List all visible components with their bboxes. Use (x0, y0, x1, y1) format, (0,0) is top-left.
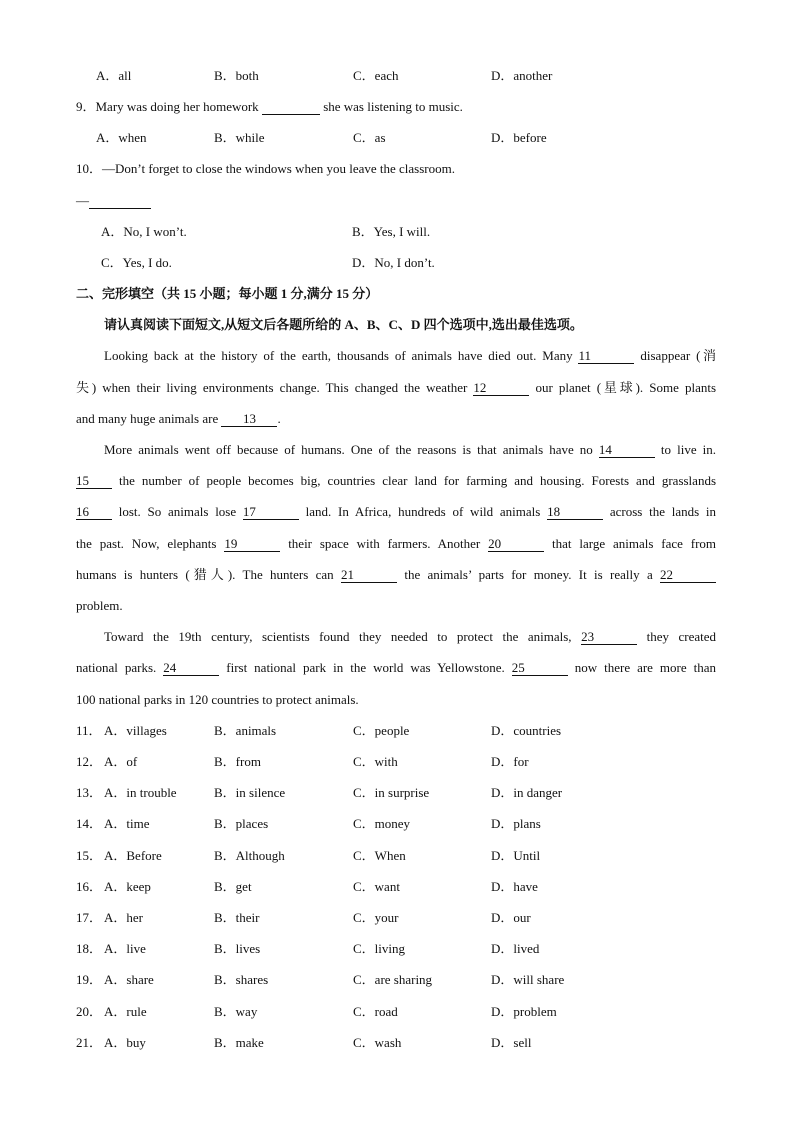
question-number: 21． (76, 1035, 103, 1050)
passage-line: More animals went off because of humans. One of the reasons is that animals have no 14 to live in. (104, 442, 717, 457)
q8-option-d: D．another (491, 68, 553, 83)
option-c: C．people (353, 723, 410, 738)
q9-option-c: C．as (353, 130, 386, 145)
passage-line: 失) when their living environments change. This changed the weather 12 our planet (星球). Some plants (76, 380, 717, 395)
passage-line: problem. (76, 598, 123, 613)
option-d: D．will share (491, 972, 565, 987)
q10-option-b: B．Yes, I will. (352, 224, 431, 239)
question-number: 13． (76, 785, 103, 800)
option-d: D．our (491, 910, 531, 925)
question-number: 18． (76, 941, 103, 956)
passage-line: 16 lost. So animals lose 17 land. In Africa, hundreds of wild animals 18 across the lands in (76, 504, 717, 519)
question-number: 19． (76, 972, 103, 987)
q9-post: she was listening to music. (319, 99, 463, 114)
passage-line: the past. Now, elephants 19 their space with farmers. Another 20 that large animals face from (76, 536, 717, 551)
q8-option-b: B．both (214, 68, 259, 83)
option-c: C．want (353, 879, 400, 894)
question-number: 17． (76, 910, 103, 925)
blank-21: 21 (341, 568, 397, 583)
passage-line: Toward the 19th century, scientists found they needed to protect the animals, 23 they created (104, 629, 717, 644)
blank-12: 12 (473, 381, 529, 396)
option-a: A．time (104, 816, 150, 831)
option-d: D．Until (491, 848, 541, 863)
option-a: A．share (104, 972, 154, 987)
passage-line: humans is hunters (猎人). The hunters can 21 the animals’ parts for money. It is really a 22 (76, 567, 716, 583)
option-a: A．her (104, 910, 143, 925)
q10-blank (89, 194, 151, 209)
q10-stem: 10．—Don’t forget to close the windows when you leave the classroom. (76, 161, 455, 176)
option-b: B．make (214, 1035, 264, 1050)
option-b: B．from (214, 754, 261, 769)
blank-17: 17 (243, 505, 299, 520)
option-c: C．road (353, 1004, 398, 1019)
option-d: D．have (491, 879, 538, 894)
option-a: A．live (104, 941, 146, 956)
q10-dash: — (76, 193, 89, 208)
question-number: 20． (76, 1004, 103, 1019)
option-b: B．shares (214, 972, 269, 987)
option-a: A．buy (104, 1035, 146, 1050)
passage-line: 15 the number of people becomes big, countries clear land for farming and housing. Forests and grasslands (76, 473, 716, 488)
option-b: B．in silence (214, 785, 286, 800)
option-a: A．of (104, 754, 138, 769)
option-d: D．lived (491, 941, 540, 956)
option-b: B．their (214, 910, 260, 925)
blank-19: 19 (224, 537, 280, 552)
option-c: C．When (353, 848, 406, 863)
option-a: A．Before (104, 848, 162, 863)
question-number: 14． (76, 816, 103, 831)
q10-answer-line (76, 193, 151, 209)
section-2-title: 二、完形填空（共 15 小题；每小题 1 分,满分 15 分） (76, 286, 379, 301)
option-c: C．money (353, 816, 411, 831)
blank-22: 22 (660, 568, 716, 583)
option-c: C．with (353, 754, 398, 769)
question-number: 12． (76, 754, 103, 769)
option-c: C．are sharing (353, 972, 433, 987)
option-b: B．get (214, 879, 252, 894)
question-number: 11． (76, 723, 102, 738)
question-number: 16． (76, 879, 103, 894)
option-b: B．places (214, 816, 269, 831)
section-2-instruction: 请认真阅读下面短文,从短文后各题所给的 A、B、C、D 四个选项中,选出最佳选项。 (104, 317, 583, 332)
passage-line: Looking back at the history of the earth, thousands of animals have died out. Many 11 disappear (消 (104, 348, 717, 363)
q9-blank (262, 100, 320, 115)
question-number: 15． (76, 848, 103, 863)
option-c: C．in surprise (353, 785, 430, 800)
option-c: C．your (353, 910, 399, 925)
option-b: B．lives (214, 941, 261, 956)
blank-25: 25 (512, 661, 568, 676)
q10-option-d: D．No, I don’t. (352, 255, 435, 270)
q9-pre: 9．Mary was doing her homework (76, 99, 262, 114)
blank-14: 14 (599, 443, 655, 458)
option-d: D．countries (491, 723, 562, 738)
q10-option-c: C．Yes, I do. (101, 255, 172, 270)
blank-16: 16 (76, 505, 112, 520)
blank-20: 20 (488, 537, 544, 552)
blank-15: 15 (76, 474, 112, 489)
option-b: B．way (214, 1004, 258, 1019)
blank-11: 11 (578, 349, 634, 364)
option-a: A．in trouble (104, 785, 177, 800)
passage-line: 100 national parks in 120 countries to protect animals. (76, 692, 359, 707)
passage-line: and many huge animals are 13 . (76, 411, 281, 426)
option-d: D．for (491, 754, 529, 769)
q9-option-d: D．before (491, 130, 547, 145)
option-a: A．rule (104, 1004, 147, 1019)
option-b: B．Although (214, 848, 285, 863)
option-c: C．living (353, 941, 406, 956)
blank-18: 18 (547, 505, 603, 520)
q8-option-a: A．all (96, 68, 132, 83)
q10-option-a: A．No, I won’t. (101, 224, 187, 239)
blank-24: 24 (163, 661, 219, 676)
option-d: D．problem (491, 1004, 557, 1019)
q9-option-a: A．when (96, 130, 147, 145)
option-d: D．sell (491, 1035, 532, 1050)
option-d: D．plans (491, 816, 541, 831)
blank-13: 13 (221, 412, 277, 427)
passage-line: national parks. 24 first national park in the world was Yellowstone. 25 now there are more than (76, 660, 716, 675)
blank-23: 23 (581, 630, 637, 645)
q9-option-b: B．while (214, 130, 265, 145)
option-d: D．in danger (491, 785, 563, 800)
q9-stem (76, 99, 463, 115)
option-a: A．keep (104, 879, 151, 894)
q8-option-c: C．each (353, 68, 399, 83)
option-c: C．wash (353, 1035, 402, 1050)
option-b: B．animals (214, 723, 277, 738)
option-a: A．villages (104, 723, 167, 738)
